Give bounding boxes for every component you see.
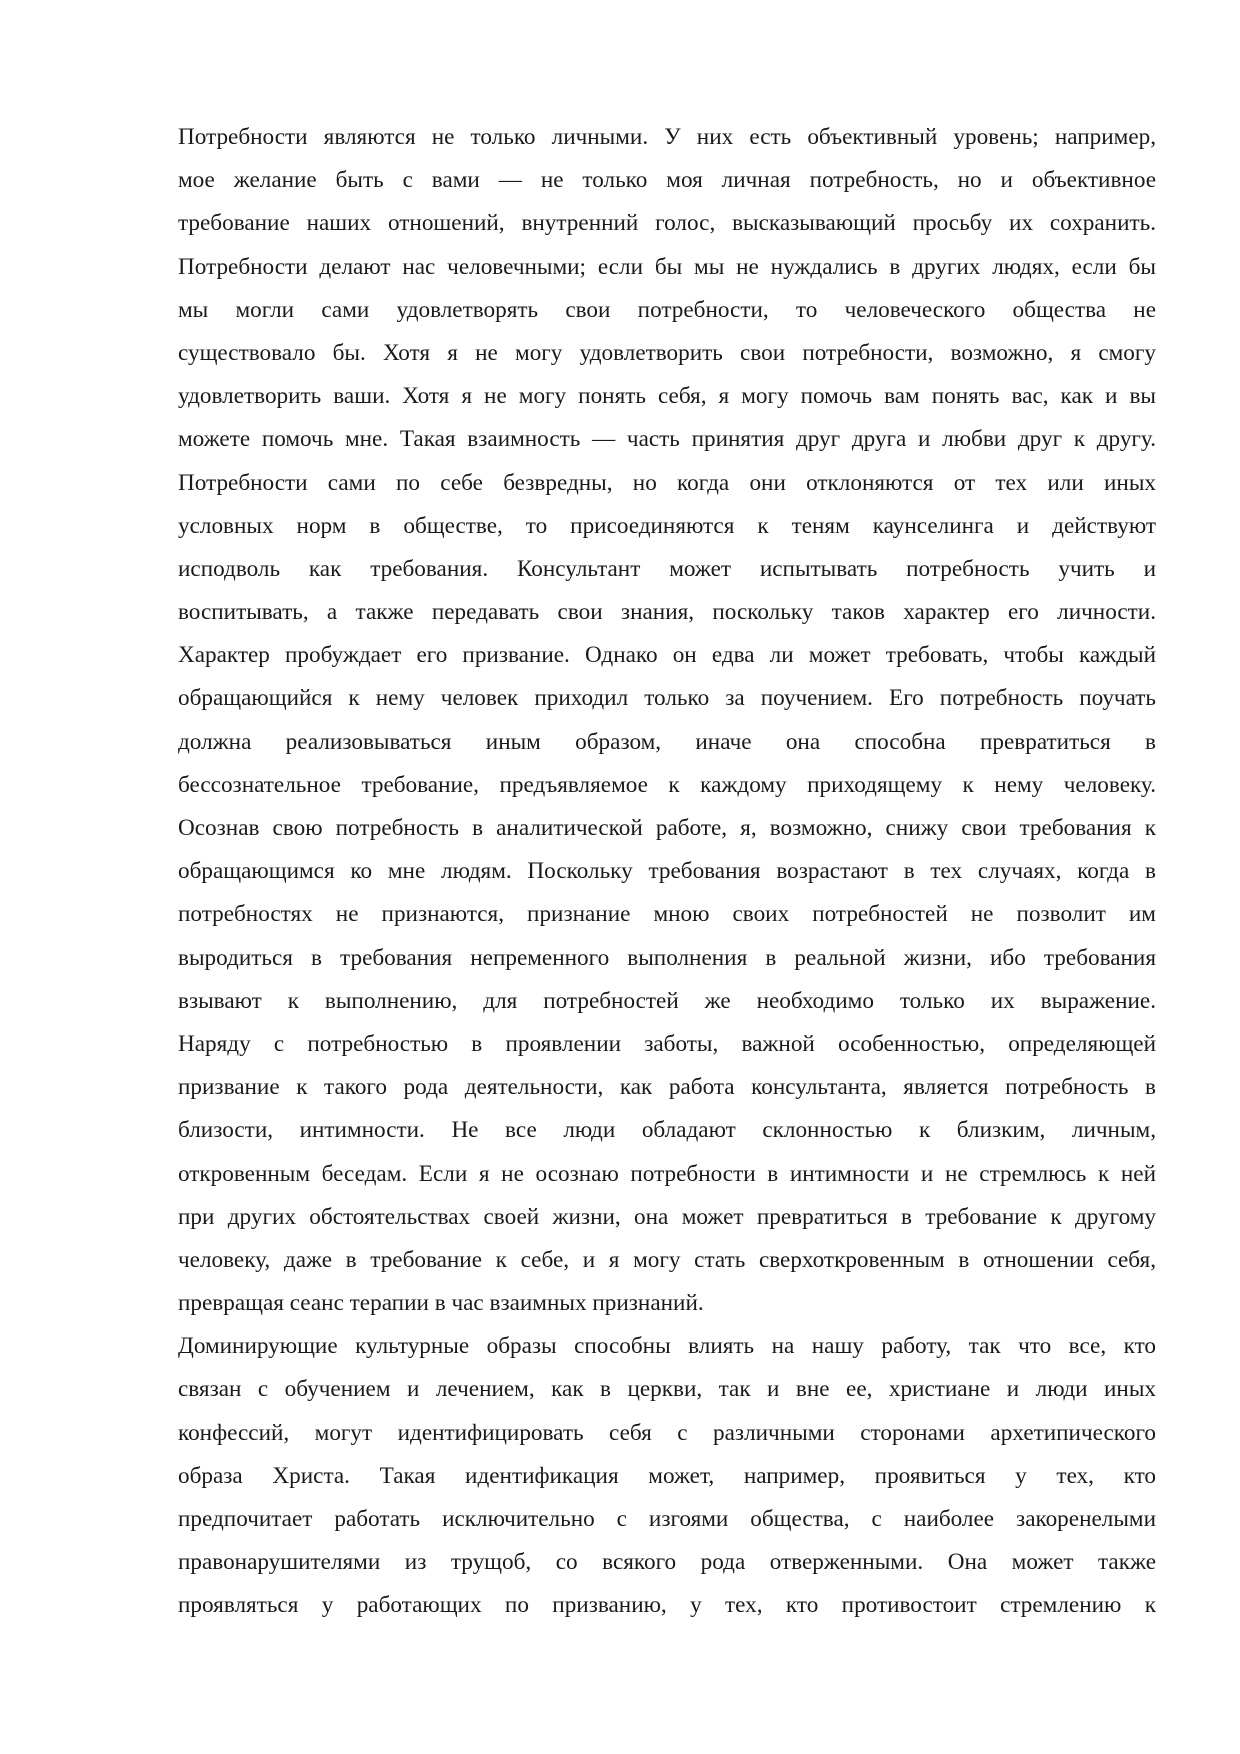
text-line: правонарушителями из трущоб, со всякого рода отверженными. Она может также bbox=[178, 1549, 1156, 1576]
text-line: откровенным беседам. Если я не осознаю потребности в интимности и не стремлюсь к ней bbox=[178, 1160, 1156, 1187]
text-line: Потребности делают нас человечными; если бы мы не нуждались в других людях, если бы bbox=[178, 253, 1156, 280]
text-line: должна реализовываться иным образом, иначе она способна превратиться в bbox=[178, 728, 1156, 755]
text-line: человеку, даже в требование к себе, и я могу стать сверхоткровенным в отношении себя, bbox=[178, 1246, 1156, 1273]
text-line: Доминирующие культурные образы способны влиять на нашу работу, так что все, кто bbox=[178, 1333, 1156, 1360]
text-line: Потребности сами по себе безвредны, но когда они отклоняются от тех или иных bbox=[178, 469, 1156, 496]
text-line: Потребности являются не только личными. У них есть объективный уровень; например, bbox=[178, 124, 1156, 150]
body-text bbox=[178, 116, 1156, 1628]
text-line: Характер пробуждает его призвание. Однако он едва ли может требовать, чтобы каждый bbox=[178, 642, 1156, 669]
text-line: удовлетворить ваши. Хотя я не могу понять себя, я могу помочь вам понять вас, как и вы bbox=[178, 383, 1156, 410]
text-line: близости, интимности. Не все люди обладают склонностью к близким, личным, bbox=[178, 1117, 1156, 1144]
text-line: можете помочь мне. Такая взаимность — часть принятия друг друга и любви друг к другу. bbox=[178, 426, 1156, 453]
text-line: условных норм в обществе, то присоединяются к теням каунселинга и действуют bbox=[178, 512, 1156, 539]
text-line: при других обстоятельствах своей жизни, она может превратиться в требование к другому bbox=[178, 1203, 1156, 1230]
text-line: выродиться в требования непременного выполнения в реальной жизни, ибо требования bbox=[178, 944, 1156, 971]
text-line: призвание к такого рода деятельности, как работа консультанта, является потребность в bbox=[178, 1074, 1156, 1101]
text-line: связан с обучением и лечением, как в церкви, так и вне ее, христиане и люди иных bbox=[178, 1376, 1156, 1403]
text-line: образа Христа. Такая идентификация может, например, проявиться у тех, кто bbox=[178, 1462, 1156, 1489]
text-line: обращающимся ко мне людям. Поскольку требования возрастают в тех случаях, когда в bbox=[178, 858, 1156, 885]
text-line: требование наших отношений, внутренний голос, высказывающий просьбу их сохранить. bbox=[178, 210, 1156, 237]
text-line: исподволь как требования. Консультант может испытывать потребность учить и bbox=[178, 555, 1156, 582]
text-line: проявляться у работающих по призванию, у тех, кто противостоит стремлению к bbox=[178, 1592, 1156, 1619]
text-line: конфессий, могут идентифицировать себя с различными сторонами архетипического bbox=[178, 1419, 1156, 1446]
text-line: потребностях не признаются, признание мною своих потребностей не позволит им bbox=[178, 901, 1156, 928]
text-line: мы могли сами удовлетворять свои потребности, то человеческого общества не bbox=[178, 296, 1156, 323]
text-line: воспитывать, а также передавать свои знания, поскольку таков характер его личности. bbox=[178, 599, 1156, 626]
text-line: мое желание быть с вами — не только моя личная потребность, но и объективное bbox=[178, 167, 1156, 194]
text-line: Наряду с потребностью в проявлении заботы, важной особенностью, определяющей bbox=[178, 1030, 1156, 1057]
text-line: существовало бы. Хотя я не могу удовлетворить свои потребности, возможно, я смогу bbox=[178, 339, 1156, 366]
text-line: превращая сеанс терапии в час взаимных признаний. bbox=[178, 1290, 704, 1317]
text-line: взывают к выполнению, для потребностей же необходимо только их выражение. bbox=[178, 987, 1156, 1014]
text-line: обращающийся к нему человек приходил только за поучением. Его потребность поучать bbox=[178, 685, 1156, 712]
text-line: бессознательное требование, предъявляемое к каждому приходящему к нему человеку. bbox=[178, 771, 1156, 798]
text-line: Осознав свою потребность в аналитической работе, я, возможно, снижу свои требования к bbox=[178, 815, 1156, 841]
text-line: предпочитает работать исключительно с изгоями общества, с наиболее закоренелыми bbox=[178, 1506, 1156, 1532]
